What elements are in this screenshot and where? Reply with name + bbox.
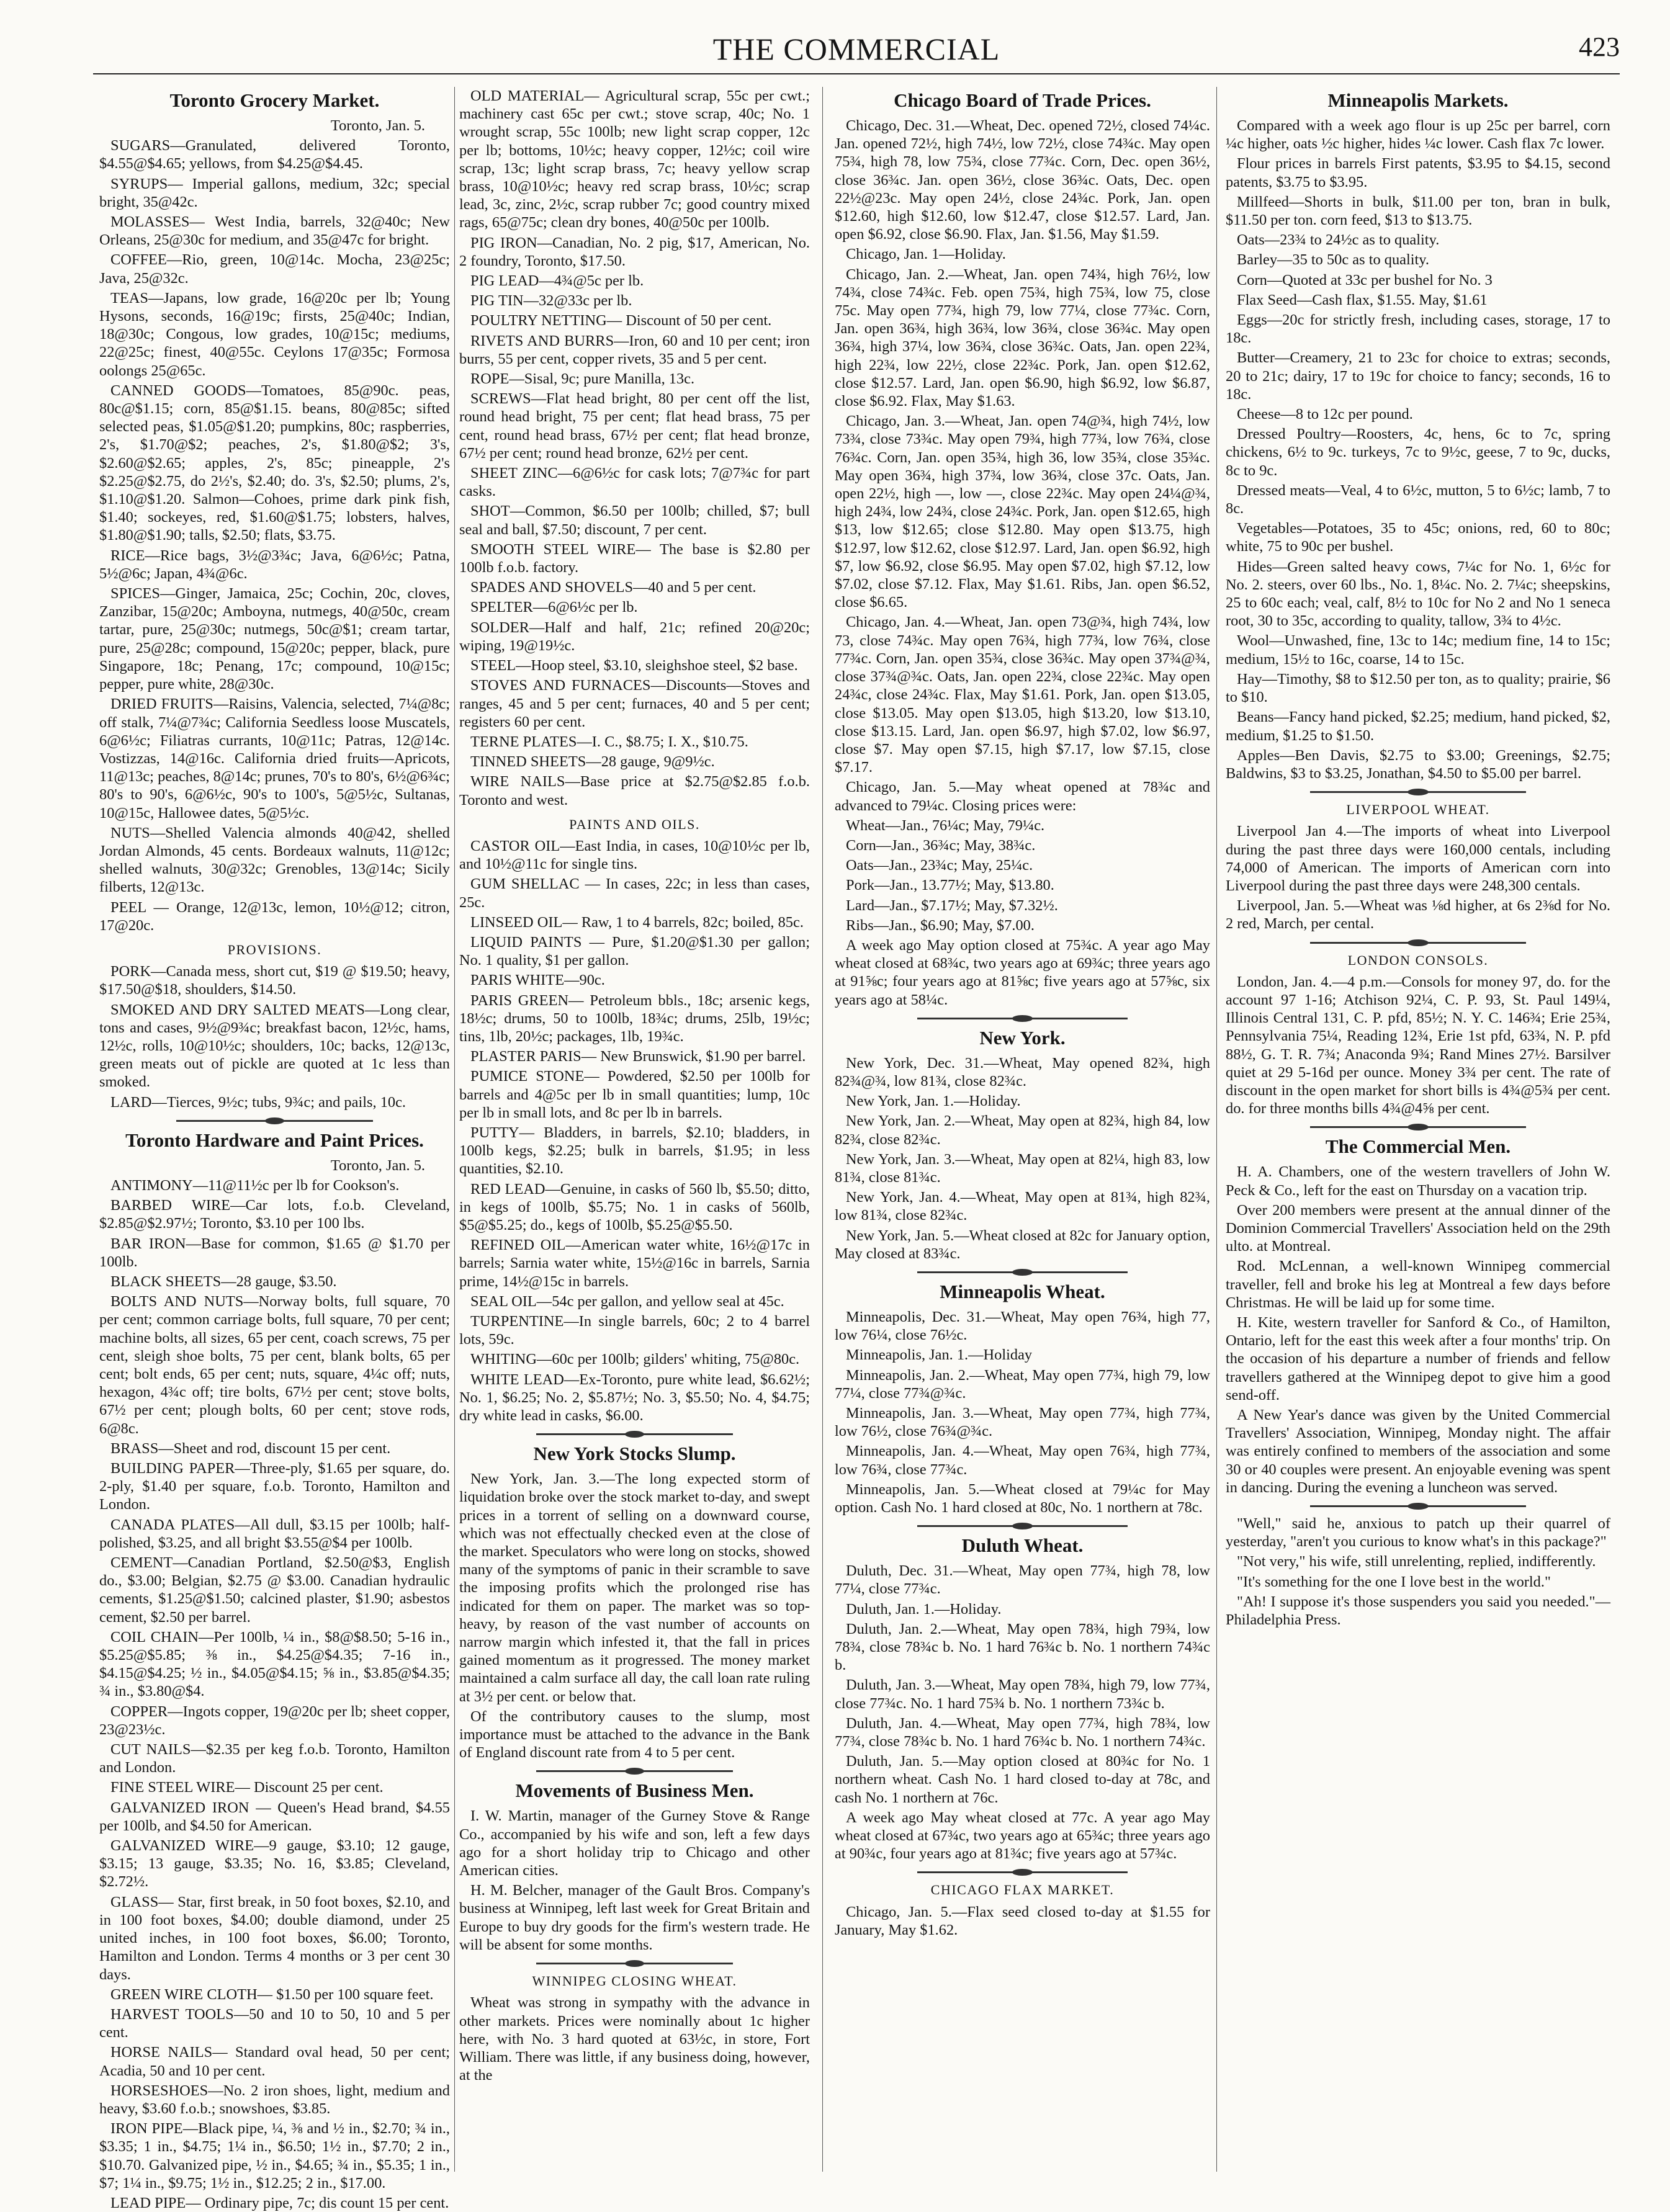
paragraph: TERNE PLATES—I. C., $8.75; I. X., $10.75. (470, 733, 748, 750)
paragraph: HARVEST TOOLS—50 and 10 to 50, 10 and 5 per cent. (99, 2005, 450, 2041)
article-commercial-men (1226, 1135, 1610, 1497)
paragraph: A week ago May wheat closed at 77c. A year ago May wheat closed at 67¾c, two years ago at 65¾c; three years ago at 90¾c, four years ago at 81¾c; five years ago at 57¾c. (835, 1809, 1210, 1863)
paragraph: GALVANIZED WIRE—9 gauge, $3.10; 12 gauge, $3.15; 13 gauge, $3.35; No. 16, $3.85; Cleveland, $2.72½. (99, 1837, 450, 1891)
article-title: Minneapolis Markets. (1327, 89, 1509, 111)
paragraph: COPPER—Ingots copper, 19@20c per lb; sheet copper, 23@23½c. (99, 1703, 450, 1738)
paragraph: Wheat—Jan., 76¼c; May, 79¼c. (846, 817, 1045, 834)
paragraph: New York, Jan. 4.—Wheat, May open at 81¾, high 82¾, low 81¾, close 82¾c. (835, 1189, 1210, 1224)
article-minneapolis-markets (1226, 89, 1610, 782)
paragraph: SUGARS—Granulated, delivered Toronto, $4.55@$4.65; yellows, from $4.25@$4.45. (99, 137, 450, 172)
article-title: Chicago Board of Trade Prices. (894, 89, 1151, 111)
paragraph-list (99, 117, 450, 934)
paragraph: RED LEAD—Genuine, in casks of 560 lb, $5.50; ditto, in kegs of 100lb, $5.75; No. 1 in casks of 560lb, $5@$5.25; do., kegs of 100lb, $5.25@$5.50. (459, 1180, 810, 1234)
article-title: Toronto Grocery Market. (169, 89, 380, 111)
article-title: Duluth Wheat. (961, 1534, 1084, 1557)
paragraph: RICE—Rice bags, 3½@3¾c; Java, 6@6½c; Patna, 5½@6c; Japan, 4¾@6c. (99, 547, 450, 582)
section-separator (917, 1525, 1128, 1527)
paragraph: BARBED WIRE—Car lots, f.o.b. Cleveland, $2.85@$2.97½; Toronto, $3.10 per 100 lbs. (99, 1197, 450, 1232)
paragraph: Wool—Unwashed, fine, 13c to 14c; medium fine, 14 to 15c; medium, 15½ to 16c, coarse, 14 to 15c. (1226, 632, 1610, 668)
paragraph: SMOKED AND DRY SALTED MEATS—Long clear, tons and cases, 9½@9¾c; breakfast bacon, 12½c, hams, 12½c, rolls, 10@10½c; shoulders, 10c; backs, 12@13c, green meats out of pickle are quoted at 1c less than smoked. (99, 1001, 450, 1091)
paragraph: PUTTY— Bladders, in barrels, $2.10; bladders, in 100lb kegs, $2.25; bulk in barrels, $1.95; in less quantities, $2.10. (459, 1124, 810, 1178)
paragraph: Minneapolis, Jan. 5.—Wheat closed at 79¼c for May option. Cash No. 1 hard closed at 80c, No. 1 northern at 78c. (835, 1480, 1210, 1516)
paragraph: GUM SHELLAC — In cases, 22c; in less than cases, 25c. (459, 875, 810, 911)
paragraph: BOLTS AND NUTS—Norway bolts, full square, 70 per cent; common carriage bolts, full square, 70 per cent; machine bolts, all sizes, 65 per cent, coach screws, 75 per cent, sleigh shoe bolts, 75 per cent, blank bolts, 65 per cent; bolt ends, 65 per cent; nuts, square, 4¼c off; nuts, hexagon, 4¾c off; tire bolts, 67½ per cent; stove bolts, 67½ per cent; plough bolts, 60 per cent; stove rods, 6@8c. (99, 1293, 450, 1437)
column-divider (454, 87, 455, 2172)
paragraph-list (459, 87, 810, 809)
paragraph: TURPENTINE—In single barrels, 60c; 2 to 4 barrel lots, 59c. (459, 1313, 810, 1348)
paragraph: PIG TIN—32@33c per lb. (470, 292, 632, 310)
paragraph: CUT NAILS—$2.35 per keg f.o.b. Toronto, Hamilton and London. (99, 1741, 450, 1776)
paragraph: New York, Jan. 3.—The long expected storm of liquidation broke over the stock market to-day, and swept prices in a torrent of selling on a downward course, which was not effectually checked even at the close of the market. Speculators who were long on stocks, showed many of the symptoms of panic in their scramble to save the imposing profits which the prolonged rise has indicated for them on paper. The market was so top-heavy, by reason of the vast number of accounts on narrow margin which infested it, that the fall in prices gained momentum as it progressed. The money market maintained a calm surface all day, the call loan rate ruling at 3½ per cent. or below that. (459, 1471, 810, 1705)
article-title: New York Stocks Slump. (533, 1443, 736, 1465)
section-heading: PAINTS AND OILS. (569, 816, 700, 832)
paragraph: COFFEE—Rio, green, 10@14c. Mocha, 23@25c; Java, 25@32c. (99, 251, 450, 287)
paragraph-list (835, 117, 1210, 1009)
paragraph: "It's something for the one I love best in the world." (1237, 1573, 1551, 1590)
column-divider (1216, 87, 1217, 2172)
article-title: Toronto Hardware and Paint Prices. (125, 1129, 424, 1151)
paragraph: Chicago, Jan. 3.—Wheat, Jan. open 74@¾, high 74½, low 73¾, close 73¾c. May open 79¾, high 77¾, low 76¾, close 76¾c. Corn, Jan. open 35¾, high 36, low 35¾, close 35¾c. May open 36¾, high 37¾, low 36¾, close 37c. Oats, Jan. open 22½, high —, low —, close 22¾c. May open 24¼@¾, high 24¾, low 24¾, close 24¾c. Pork, Jan. open $12.65, high $13, low $12.65; close $12.80. May open $13.75, high $12.97, low $12.62, close $12.97. Lard, Jan. open $6.92, high $7, low $6.92, close $6.95. May open $7.02, high $7.12, low $7.02, close $7.12. Flax, May $1.61. Ribs, Jan. open $6.52, close $6.65. (835, 413, 1210, 611)
paragraph: SYRUPS— Imperial gallons, medium, 32c; special bright, 35@42c. (99, 175, 450, 210)
paragraph: Compared with a week ago flour is up 25c per barrel, corn ¼c higher, oats ½c higher, hides ¼c lower. Cash flax 7c lower. (1226, 117, 1610, 153)
section-heading: WINNIPEG CLOSING WHEAT. (532, 1973, 737, 1989)
paragraph: WIRE NAILS—Base price at $2.75@$2.85 f.o.b. Toronto and west. (459, 773, 810, 808)
section-separator (1310, 791, 1525, 793)
paragraph: CEMENT—Canadian Portland, $2.50@$3, English do., $3.00; Belgian, $2.75 @ $3.00. Canadian hydraulic cements, $1.25@$1.50; calcined plaster, $1.90; asbestos cement, $2.50 per barrel. (99, 1554, 450, 1626)
paragraph: Millfeed—Shorts in bulk, $11.00 per ton, bran in bulk, $11.50 per ton. corn feed, $13 to $13.75. (1226, 193, 1610, 229)
section-separator (536, 1770, 732, 1772)
paragraph-list (459, 1994, 810, 2084)
article-provisions (99, 941, 450, 1111)
article-title: New York. (979, 1026, 1066, 1049)
paragraph: H. M. Belcher, manager of the Gault Bros. Company's business at Winnipeg, left last week for Great Britain and Europe to buy dry goods for the firm's western trade. He will be absent for some months. (459, 1882, 810, 1953)
article-title: Movements of Business Men. (515, 1780, 754, 1802)
section-separator (1310, 1126, 1525, 1128)
paragraph-list (1226, 822, 1610, 933)
paragraph: PIG IRON—Canadian, No. 2 pig, $17, American, No. 2 foundry, Toronto, $17.50. (459, 234, 810, 269)
paragraph: Corn—Jan., 36¾c; May, 38¾c. (846, 836, 1036, 854)
paragraph: MOLASSES— West India, barrels, 32@40c; New Orleans, 25@30c for medium, and 35@47c for bright. (99, 213, 450, 249)
header-rule (93, 73, 1620, 74)
article-anecdote (1226, 1515, 1610, 1629)
paragraph: Chicago, Jan. 2.—Wheat, Jan. open 74¾, high 76½, low 74¾, close 74¾c. Feb. open 75¾, high 75¾, low 75, close 75c. May open 77¾, high 79, low 77¼, close 77¾c. Corn, Jan. open 36¾, high 36¾, low 36¾, close 36¾c. May open 36¾, high 37¼, low 36¾, close 36¾c. Oats, Jan. open 22¾, high 22¾, low 22½, close 22¾c. Pork, Jan. open $12.62, close $12.57. Lard, Jan. open $6.90, high $6.92, low $6.87, close $6.92. Flax, May $1.63. (835, 266, 1210, 410)
paragraph: Chicago, Dec. 31.—Wheat, Dec. opened 72½, closed 74¼c. Jan. opened 72½, high 74½, low 72½, close 74¾c. May open 75¾, high 78, low 75¾, close 77¾c. Corn, Dec. open 36½, close 36¾c. Jan. open 36½, close 36¾c. Oats, Dec. open 22½@23c. May open 24½, close 24¾c. Pork, Jan. open $12.60, high $12.60, low $12.47, close $12.57. Lard, Jan. open $6.92, close $6.90. Flax, Jan. $1.56, May $1.59. (835, 117, 1210, 243)
paragraph-list (835, 1903, 1210, 1939)
paragraph: STOVES AND FURNACES—Discounts—Stoves and ranges, 45 and 5 per cent; furnaces, 40 and 5 per cent; registers 60 per cent. (459, 677, 810, 730)
column-3 (835, 87, 1210, 2178)
paragraph: TEAS—Japans, low grade, 16@20c per lb; Young Hysons, seconds, 16@19c; firsts, 25@40c; Indian, 18@30c; Congous, low grades, 10@15c; mediums, 22@25c; finest, 40@55c. Ceylons 17@35c; Formosa oolongs 25@65c. (99, 289, 450, 379)
paragraph-list (835, 1054, 1210, 1263)
paragraph: SHEET ZINC—6@6½c for cask lots; 7@7¾c for part casks. (459, 465, 810, 500)
article-grocery (99, 89, 450, 934)
paragraph: Toronto, Jan. 5. (330, 1157, 425, 1174)
section-separator (1310, 1505, 1525, 1507)
paragraph: GLASS— Star, first break, in 50 foot boxes, $2.10, and in 100 foot boxes, $4.00; double diamond, under 25 united inches, in 100 foot boxes, $6.00; Toronto, Hamilton and London. Terms 4 months or 3 per cent 30 days. (99, 1893, 450, 1983)
paragraph: Pork—Jan., 13.77½; May, $13.80. (846, 877, 1054, 894)
article-minneapolis-wheat (835, 1281, 1210, 1516)
paragraph: New York, Dec. 31.—Wheat, May opened 82¾, high 82¾@¾, low 81¾, close 82¾c. (835, 1054, 1210, 1090)
section-separator (917, 1271, 1128, 1273)
article-title: The Commercial Men. (1325, 1135, 1511, 1158)
article-closing-wheat (459, 1972, 810, 2084)
paragraph: Wheat was strong in sympathy with the advance in other markets. Prices were nominally about 1c higher here, with No. 3 hard quoted at 63½c, in store, Fort William. There was little, if any business doing, however, at the (459, 1994, 810, 2084)
paragraph: ANTIMONY—11@11½c per lb for Cookson's. (110, 1176, 400, 1194)
article-hardware (99, 1129, 450, 2212)
paragraph: Duluth, Jan. 3.—Wheat, May open 78¾, high 79, low 77¾, close 77¾c. No. 1 hard 75¾ b. No. 1 northern 73¾c b. (835, 1677, 1210, 1712)
paragraph: Duluth, Dec. 31.—Wheat, May open 77¾, high 78, low 77¼, close 77¾c. (835, 1562, 1210, 1598)
paragraph: Minneapolis, Jan. 1.—Holiday (846, 1346, 1033, 1364)
paragraph: BLACK SHEETS—28 gauge, $3.50. (110, 1273, 337, 1290)
paragraph: Butter—Creamery, 21 to 23c for choice to extras; seconds, 20 to 21c; dairy, 17 to 19c for choice to fancy; seconds, 16 to 18c. (1226, 349, 1610, 403)
paragraph: CANADA PLATES—All dull, $3.15 per 100lb; half-polished, $3.25, and all bright $3.55@$4 per 100lb. (99, 1516, 450, 1551)
paragraph: Ribs—Jan., $6.90; May, $7.00. (846, 916, 1035, 934)
paragraph: BAR IRON—Base for common, $1.65 @ $1.70 per 100lb. (99, 1235, 450, 1270)
paragraph: SPICES—Ginger, Jamaica, 25c; Cochin, 20c, cloves, Zanzibar, 15@20c; Amboyna, nutmegs, 40@50c, cream tartar, pure, 25@30c; nutmegs, 50c@$1; cream tartar, pure, 25@28c; compound, 15@20c; pepper, black, pure Singapore, 18c; Penang, 17c; compound, 10@15c; pepper, pure white, 28@30c. (99, 585, 450, 693)
paragraph: Apples—Ben Davis, $2.75 to $3.00; Greenings, $2.75; Baldwins, $3 to $3.25, Jonathan, $4.50 to $5.00 per barrel. (1226, 746, 1610, 782)
paragraph: New York, Jan. 3.—Wheat, May open at 82¼, high 83, low 81¾, close 81¾c. (835, 1150, 1210, 1186)
column-1 (99, 87, 450, 2211)
paragraph: SCREWS—Flat head bright, 80 per cent off the list, round head bright, 75 per cent; flat head brass, 75 per cent, round head brass, 67½ per cent; flat head bronze, 67½ per cent; round head bronze, 62½ per cent. (459, 390, 810, 462)
column-4 (1226, 87, 1610, 2178)
article-consols (1226, 951, 1610, 1118)
paragraph: HORSESHOES—No. 2 iron shoes, light, medium and heavy, $3.60 f.o.b.; snowshoes, $3.85. (99, 2082, 450, 2117)
column-divider (822, 87, 823, 2172)
paragraph: Chicago, Jan. 5.—May wheat opened at 78¾c and advanced to 79¼c. Closing prices were: (835, 779, 1210, 814)
paragraph: PIG LEAD—4¾@5c per lb. (470, 272, 644, 290)
paragraph-list (835, 1562, 1210, 1863)
paragraph: H. A. Chambers, one of the western travellers of John W. Peck & Co., left for the east on Thursday on a vacation trip. (1226, 1163, 1610, 1199)
paragraph: Dressed Poultry—Roosters, 4c, hens, 6c to 7c, spring chickens, 6½ to 9c. turkeys, 7c to 9½c, geese, 7 to 9c, ducks, 8c to 9c. (1226, 426, 1610, 479)
section-separator (917, 1871, 1128, 1873)
paragraph-list (1226, 117, 1610, 782)
article-paints (459, 815, 810, 1425)
section-separator (536, 1433, 732, 1435)
paragraph: "Well," said he, anxious to patch up their quarrel of yesterday, "aren't you curious to know what's in this package?" (1226, 1515, 1610, 1551)
paragraph: GREEN WIRE CLOTH— $1.50 per 100 square feet. (110, 1986, 434, 2003)
paragraph: ROPE—Sisal, 9c; pure Manilla, 13c. (470, 370, 695, 388)
section-heading: LIVERPOOL WHEAT. (1346, 802, 1490, 818)
paragraph-list (835, 1308, 1210, 1516)
paragraph: IRON PIPE—Black pipe, ¼, ⅜ and ½ in., $2.70; ¾ in., $3.35; 1 in., $4.75; 1¼ in., $6.50; 1½ in., $7.70; 2 in., $10.70. Galvanized pipe, ½ in., $4.65; ¾ in., $5.35; 1 in., $7; 1¼ in., $9.75; 1½ in., $12.25; 2 in., $17.00. (99, 2120, 450, 2192)
paragraph: A week ago May option closed at 75¾c. A year ago May wheat closed at 68¾c, two years ago at 69¾c; three years ago at 91⅝c; four years ago at 81⅝c; five years ago at 57⅝c, six years ago at 58¼c. (835, 936, 1210, 1008)
paragraph: Duluth, Jan. 2.—Wheat, May open 78¾, high 79¾, low 78¾, close 78¾c b. No. 1 hard 76¾c b. No. 1 northern 74¾c b. (835, 1620, 1210, 1674)
paragraph: POULTRY NETTING— Discount of 50 per cent. (470, 312, 772, 329)
page-title: THE COMMERCIAL (712, 32, 1000, 66)
paragraph: PORK—Canada mess, short cut, $19 @ $19.50; heavy, $17.50@$18, shoulders, $14.50. (99, 963, 450, 998)
paragraph: REFINED OIL—American water white, 16½@17c in barrels; Sarnia water white, 15½@16c in barrels, Sarnia prime, 14½@15c in barrels. (459, 1237, 810, 1290)
paragraph: FINE STEEL WIRE— Discount 25 per cent. (110, 1779, 384, 1796)
section-heading: PROVISIONS. (227, 941, 322, 957)
paragraph: Of the contributory causes to the slump, most importance must be attached to the advance in the Bank of England discount rate from 4 to 5 per cent. (459, 1708, 810, 1762)
section-heading: LONDON CONSOLS. (1347, 952, 1489, 968)
paragraph-list (459, 1470, 810, 1762)
paragraph: SPELTER—6@6½c per lb. (470, 599, 638, 616)
paragraph: LARD—Tierces, 9½c; tubs, 9¾c; and pails, 10c. (110, 1093, 406, 1111)
paragraph: Minneapolis, Jan. 3.—Wheat, May open 77¾, high 77¾, low 76½, close 76¾@¾c. (835, 1405, 1210, 1440)
paragraph: PEEL — Orange, 12@13c, lemon, 10½@12; citron, 17@20c. (99, 898, 450, 934)
article-stocks (459, 1443, 810, 1762)
section-separator (536, 1963, 732, 1964)
paragraph: Duluth, Jan. 1.—Holiday. (846, 1600, 1002, 1618)
paragraph: Chicago, Jan. 4.—Wheat, Jan. open 73@¾, high 74¾, low 73, close 74¾c. May open 76¾, high 77¾, low 76¾, close 77¾c. Corn, Jan. open 35¾, close 36¾c. May open 37¾@¾, close 37¾@¾c. Oats, Jan. open 22¾, close 22¾c. May open 24¾c, close 24¾c. Flax, May $1.61. Pork, Jan. open $13.05, close $13.05. May open $13.05, high $13.20, low $13.10, close $13.15. Lard, Jan. open $6.97, high $7.02, low $6.97, close $7. May open $7.15, high $7.17, low $7.15, close $7.17. (835, 614, 1210, 776)
paragraph: I. W. Martin, manager of the Gurney Stove & Range Co., accompanied by his wife and son, left a few days ago for a short holiday trip to Chicago and other American cities. (459, 1807, 810, 1879)
paragraph: Oats—23¾ to 24½c as to quality. (1237, 231, 1440, 249)
paragraph-list (1226, 1515, 1610, 1629)
paragraph: Liverpool Jan 4.—The imports of wheat into Liverpool during the past three days were 160,000 centals, including 74,000 of American. The imports of American corn into Liverpool during the past three days were 248,300 centals. (1226, 823, 1610, 894)
paragraph-list (1226, 1163, 1610, 1497)
paragraph: Corn—Quoted at 33c per bushel for No. 3 (1237, 271, 1493, 289)
paragraph: CANNED GOODS—Tomatoes, 85@90c. peas, 80c@$1.15; corn, 85@$1.15. beans, 80@85c; sifted selected peas, $1.05@$1.20; pumpkins, 80c; raspberries, 2's, $1.70@$2; peaches, 2's, $1.80@$2; 3's, $2.60@$2.65; apples, 2's, 85c; pineapple, 2's $2.25@$2.75, do 2½'s, $2.40; do. 3's, $2.50; plums, 2's, $1.10@$1.20. Salmon—Cohoes, prime dark pink fish, $1.40; sockeyes, red, $1.60@$1.75; lobsters, halves, $1.80@$1.90; talls, $2.50; flats, $3.75. (99, 382, 450, 544)
paragraph: "Not very," his wife, still unrelenting, replied, indifferently. (1237, 1553, 1596, 1570)
paragraph: DRIED FRUITS—Raisins, Valencia, selected, 7¼@8c; off stalk, 7¼@7¾c; California Seedless loose Muscatels, 6@6½c; Filiatras currants, 10@11c; Patras, 12@14c. Vostizzas, 14@16c. California dried fruits—Apricots, 11@13c; peaches, 8@14c; prunes, 70's to 80's, 6½@6¾c; 80's to 90's, 6@6½c, 90's to 100's, 5@5½c, Sultanas, 10@15c, Hallowee dates, 5@5½c. (99, 696, 450, 822)
paragraph-list (99, 962, 450, 1111)
paragraph: Chicago, Jan. 5.—Flax seed closed to-day at $1.55 for January, May $1.62. (835, 1903, 1210, 1938)
paragraph: BRASS—Sheet and rod, discount 15 per cent. (110, 1440, 391, 1457)
paragraph-list (459, 837, 810, 1425)
paragraph: New York, Jan. 5.—Wheat closed at 82c for January option, May closed at 83¾c. (835, 1227, 1210, 1262)
article-new-york (835, 1027, 1210, 1263)
paragraph: New York, Jan. 1.—Holiday. (846, 1093, 1021, 1110)
page-number: 423 (1579, 32, 1620, 62)
paragraph: New York, Jan. 2.—Wheat, May open at 82¾, high 84, low 82¾, close 82¾c. (835, 1113, 1210, 1148)
paragraph: Toronto, Jan. 5. (330, 117, 425, 134)
section-separator (176, 1120, 372, 1122)
paragraph: Flour prices in barrels First patents, $3.95 to $4.15, second patents, $3.75 to $3.95. (1226, 155, 1610, 190)
article-liverpool (1226, 800, 1610, 933)
paragraph: SMOOTH STEEL WIRE— The base is $2.80 per 100lb f.o.b. factory. (459, 540, 810, 576)
paragraph: SOLDER—Half and half, 21c; refined 20@20c; wiping, 19@19½c. (459, 619, 810, 654)
paragraph: WHITE LEAD—Ex-Toronto, pure white lead, $6.62½; No. 1, $6.25; No. 2, $5.87½; No. 3, $5.50; No. 4, $4.75; dry white lead in casks, $6.00. (459, 1371, 810, 1425)
article-chicago (835, 89, 1210, 1009)
page-header (93, 31, 1620, 74)
paragraph: Hay—Timothy, $8 to $12.50 per ton, as to quality; prairie, $6 to $10. (1226, 670, 1610, 706)
paragraph: LIQUID PAINTS — Pure, $1.20@$1.30 per gallon; No. 1 quality, $1 per gallon. (459, 933, 810, 969)
paragraph: BUILDING PAPER—Three-ply, $1.65 per square, do. 2-ply, $1.40 per square, f.o.b. Toronto, Hamilton and London. (99, 1460, 450, 1513)
article-flax (835, 1881, 1210, 1939)
paragraph: Beans—Fancy hand picked, $2.25; medium, hand picked, $2, medium, $1.25 to $1.50. (1226, 709, 1610, 744)
paragraph: COIL CHAIN—Per 100lb, ¼ in., $8@$8.50; 5-16 in., $5.25@$5.85; ⅜ in., $4.25@$4.35; 7-16 in., $4.15@$4.25; ½ in., $4.05@$4.15; ⅝ in., $3.85@$4.35; ¾ in., $3.80@$4. (99, 1628, 450, 1700)
article-title: Minneapolis Wheat. (940, 1280, 1105, 1302)
paragraph: WHITING—60c per 100lb; gilders' whiting, 75@80c. (470, 1351, 800, 1368)
paragraph: Flax Seed—Cash flax, $1.55. May, $1.61 (1237, 291, 1488, 308)
paragraph: PUMICE STONE— Powdered, $2.50 per 100lb for barrels and 4@5c per lb in small quantities; lump, 10c per lb in small lots, and 8c per lb in barrels. (459, 1068, 810, 1121)
paragraph: Cheese—8 to 12c per pound. (1237, 406, 1413, 423)
paragraph: GALVANIZED IRON — Queen's Head brand, $4.55 per 100lb, and $4.50 for American. (99, 1799, 450, 1834)
paragraph: Eggs—20c for strictly fresh, including cases, storage, 17 to 18c. (1226, 311, 1610, 347)
article-movements (459, 1780, 810, 1954)
paragraph: PARIS WHITE—90c. (470, 972, 605, 989)
paragraph: Minneapolis, Jan. 4.—Wheat, May open 76¾, high 77¾, low 76¾, close 77¾c. (835, 1443, 1210, 1478)
paragraph: HORSE NAILS— Standard oval head, 50 per cent; Acadia, 50 and 10 per cent. (99, 2044, 450, 2079)
paragraph: Duluth, Jan. 4.—Wheat, May open 77¾, high 78¾, low 77¾, close 78¾c b. No. 1 hard 76¾c b. No. 1 northern 74¾c. (835, 1714, 1210, 1750)
section-separator (917, 1018, 1128, 1019)
paragraph: NUTS—Shelled Valencia almonds 40@42, shelled Jordan Almonds, 45 cents. Bordeaux walnuts, 11@12c; shelled walnuts, 30@32c; Grenobles, 13@14c; Sicily filberts, 12@13c. (99, 824, 450, 896)
paragraph: OLD MATERIAL— Agricultural scrap, 55c per cwt.; machinery cast 65c per cwt.; stove scrap, 40c; No. 1 wrought scrap, 55c 100lb; new light scrap copper, 12c per lb; bottoms, 10½c; heavy copper, 12½c; coil wire scrap, 13c; light scrap brass, 7c; heavy yellow scrap brass, 10@10½c; heavy red scrap brass, 10½c; scrap lead, 3c, zinc, 2½c, scrap rubber 7c; good country mixed rags, 65@75c; clean dry bones, 40@50c per 100lb. (459, 87, 810, 231)
paragraph: Over 200 members were present at the annual dinner of the Dominion Commercial Travellers' Association held on the 29th ulto. at Montreal. (1226, 1201, 1610, 1255)
paragraph: H. Kite, western traveller for Sanford & Co., of Hamilton, Ontario, left for the east this week after a four months' trip. On the occasion of his departure a number of friends and fellow travellers gathered at the Winnipeg depot to give him a good send-off. (1226, 1314, 1610, 1404)
paragraph: Liverpool, Jan. 5.—Wheat was ⅛d higher, at 6s 2⅜d for No. 2 red, March, per cental. (1226, 897, 1610, 933)
paragraph: Minneapolis, Jan. 2.—Wheat, May open 77¾, high 79, low 77¼, close 77¾@¾c. (835, 1366, 1210, 1402)
paragraph: "Ah! I suppose it's those suspenders you said you needed."—Philadelphia Press. (1226, 1593, 1610, 1629)
paragraph: Rod. McLennan, a well-known Winnipeg commercial traveller, fell and broke his leg at Montreal a few days before Christmas. He will be laid up for some time. (1226, 1258, 1610, 1311)
paragraph: PLASTER PARIS— New Brunswick, $1.90 per barrel. (470, 1048, 806, 1065)
paragraph: Vegetables—Potatoes, 35 to 45c; onions, red, 60 to 80c; white, 75 to 90c per bushel. (1226, 520, 1610, 555)
paragraph: Lard—Jan., $7.17½; May, $7.32½. (846, 897, 1058, 914)
paragraph: SPADES AND SHOVELS—40 and 5 per cent. (470, 579, 756, 596)
paragraph: TINNED SHEETS—28 gauge, 9@9½c. (470, 753, 715, 771)
section-heading: CHICAGO FLAX MARKET. (930, 1882, 1115, 1898)
paragraph: Oats—Jan., 23¾c; May, 25¼c. (846, 857, 1033, 874)
paragraph: Dressed meats—Veal, 4 to 6½c, mutton, 5 to 6½c; lamb, 7 to 8c. (1226, 481, 1610, 517)
article-metals (459, 87, 810, 809)
paragraph: LEAD PIPE— Ordinary pipe, 7c; dis count 15 per cent. (110, 2194, 449, 2211)
paragraph: Chicago, Jan. 1—Holiday. (846, 246, 1006, 263)
paragraph: Duluth, Jan. 5.—May option closed at 80¾c for No. 1 northern wheat. Cash No. 1 hard closed to-day at 78c, and cash No. 1 northern at 76c. (835, 1753, 1210, 1806)
paragraph: LINSEED OIL— Raw, 1 to 4 barrels, 82c; boiled, 85c. (470, 913, 804, 931)
paragraph-list (1226, 973, 1610, 1118)
paragraph: RIVETS AND BURRS—Iron, 60 and 10 per cent; iron burrs, 55 per cent, copper rivets, 35 and 5 per cent. (459, 332, 810, 367)
article-duluth (835, 1534, 1210, 1863)
paragraph: London, Jan. 4.—4 p.m.—Consols for money 97, do. for the account 97 1-16; Atchison 92¼, C. P. 93, St. Paul 149¼, Illinois Central 131, C. P. pfd, 85½; N. Y. C. 146¾; Erie 25¾, Pennsylvania 75¼, Reading 12¾, Erie 1st pfd, 63¾, N. P. pfd 88½, G. T. R. 7¾; Anaconda 9¾; Rand Mines 27½. Barsilver quiet at 29 5-16d per ounce. Money 3¾ per cent. The rate of discount in the open market for short bills is 4¾@5¾ per cent. do. for three months bills 4¾@4⅝ per cent. (1226, 973, 1610, 1117)
paragraph: CASTOR OIL—East India, in cases, 10@10½c per lb, and 10½@11c for single tins. (459, 837, 810, 873)
paragraph: A New Year's dance was given by the United Commercial Travellers' Association, Winnipeg, Monday night. The affair was entirely confined to members of the association and some 30 or 40 couples were present. An enjoyable evening was spent in dancing. During the evening a luncheon was served. (1226, 1407, 1610, 1496)
paragraph: SEAL OIL—54c per gallon, and yellow seal at 45c. (470, 1292, 784, 1310)
paragraph: STEEL—Hoop steel, $3.10, sleighshoe steel, $2 base. (470, 657, 798, 674)
paragraph: PARIS GREEN— Petroleum bbls., 18c; arsenic kegs, 18½c; drums, 50 to 100lb, 18¾c; drums, 25lb, 19½c; tins, 1lb, 20½c; packages, 1lb, 19¾c. (459, 992, 810, 1045)
paragraph-list (459, 1807, 810, 1954)
paragraph-list (99, 1157, 450, 2212)
column-2 (459, 87, 810, 2178)
paragraph: Hides—Green salted heavy cows, 7¼c for No. 1, 6½c for No. 2. steers, over 60 lbs., No. 1, 8¼c. No. 2. 7¼c; sheepskins, 25 to 60c each; veal, calf, 8½ to 10c for No 2 and No 1 seneca root, 30 to 35c, according to quality, tallow, 3¾ to 4½c. (1226, 558, 1610, 630)
section-separator (1310, 942, 1525, 944)
paragraph: SHOT—Common, $6.50 per 100lb; chilled, $7; bull seal and ball, $7.50; discount, 7 per cent. (459, 503, 810, 538)
paragraph: Minneapolis, Dec. 31.—Wheat, May open 76¾, high 77, low 76¼, close 76½c. (835, 1308, 1210, 1344)
paragraph: Barley—35 to 50c as to quality. (1237, 251, 1430, 269)
